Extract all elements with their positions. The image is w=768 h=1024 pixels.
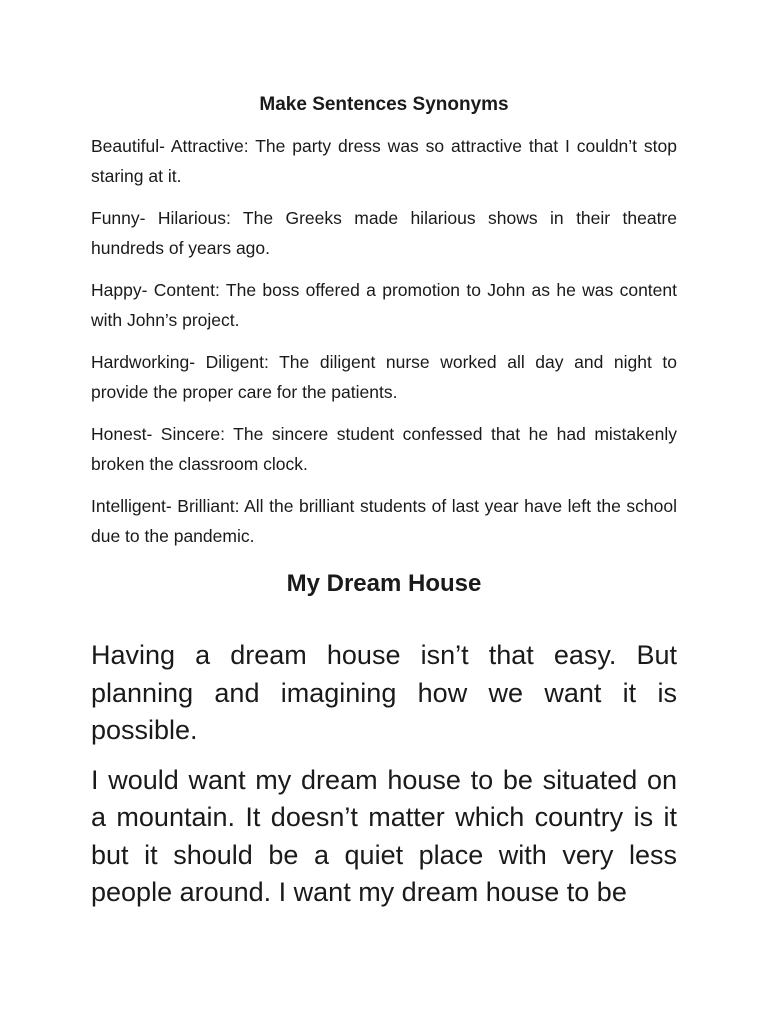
- synonym-entry-honest: Honest- Sincere: The sincere student confessed that he had mistakenly broken the classroom clock.: [91, 424, 677, 474]
- essay-heading: My Dream House: [286, 570, 482, 597]
- essay-paragraph-intro: Having a dream house isn’t that easy. But planning and imagining how we want it is possible.: [91, 640, 677, 745]
- synonym-entry-funny: Funny- Hilarious: The Greeks made hilarious shows in their theatre hundreds of years ago.: [91, 208, 677, 258]
- synonym-entry-beautiful: Beautiful- Attractive: The party dress was so attractive that I couldn’t stop staring at it.: [91, 136, 677, 186]
- synonyms-heading: Make Sentences Synonyms: [259, 94, 509, 115]
- essay-paragraph-location: I would want my dream house to be situated on a mountain. It doesn’t matter which country is it but it should be a quiet place with very less people around. I want my dream house to be: [91, 764, 677, 907]
- document-page: [91, 93, 677, 924]
- synonym-entry-hardworking: Hardworking- Diligent: The diligent nurse worked all day and night to provide the proper care for the patients.: [91, 352, 677, 402]
- synonym-entry-intelligent: Intelligent- Brilliant: All the brilliant students of last year have left the school due to the pandemic.: [91, 496, 677, 546]
- synonym-entry-happy: Happy- Content: The boss offered a promotion to John as he was content with John’s project.: [91, 280, 677, 330]
